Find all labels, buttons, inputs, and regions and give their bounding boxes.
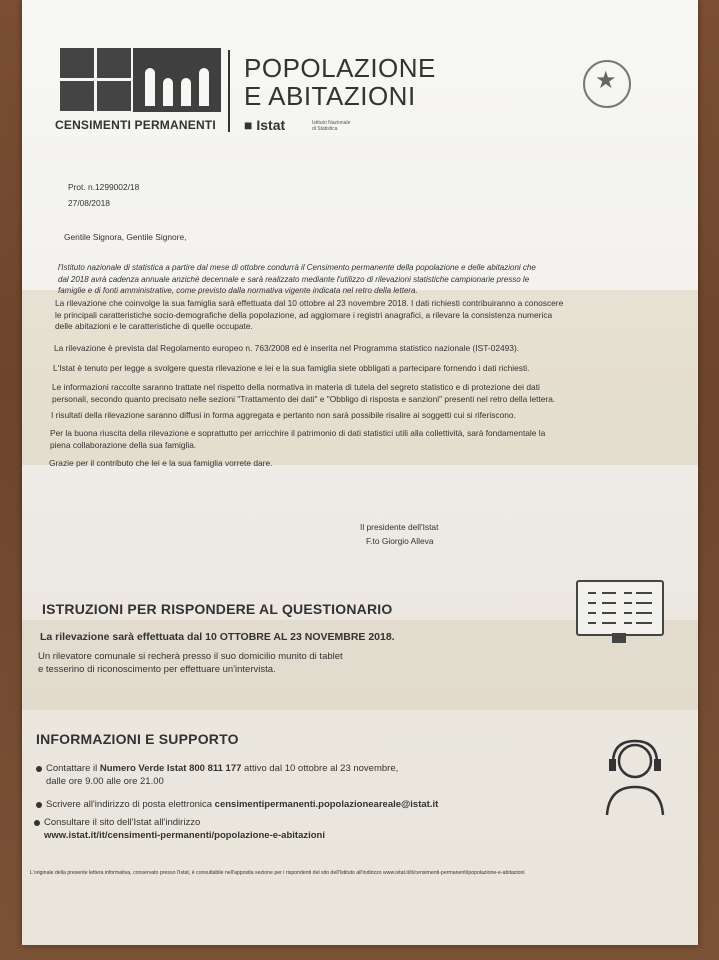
paragraph-privacy: Le informazioni raccolte saranno trattate nel rispetto della normativa in materia di tutela del segreto statistico e di protezione dei dati personali, secondo quanto precisato nelle sezioni "Trattamento dei dati" e "Obbligo di risposta e sanzioni" presenti nel retro della lettera. [52, 382, 556, 404]
monitor-stand [612, 633, 626, 643]
support-title: INFORMAZIONI E SUPPORTO [36, 731, 239, 747]
letter-date: 27/08/2018 [68, 198, 110, 208]
header-divider [228, 50, 230, 132]
istat-subtitle: Istituto Nazionale di Statistica [312, 120, 351, 132]
signature-name: F.to Giorgio Alleva [366, 536, 434, 546]
page-title: POPOLAZIONE E ABITAZIONI [244, 53, 436, 111]
family-icon [133, 48, 221, 112]
institution-icon [60, 81, 94, 111]
support-website: Consultare il sito dell'Istat all'indirizzo www.istat.it/it/censimenti-permanenti/popolazione-e-abitazioni [44, 817, 325, 841]
republic-emblem-icon [583, 60, 631, 108]
instructions-text: Un rilevatore comunale si recherà presso il suo domicilio munito di tablet e tesserino di riconoscimento per effettuare un'intervista. [38, 651, 343, 675]
paragraph-collaboration: Per la buona riuscita della rilevazione e soprattutto per arricchire il patrimonio di dati statistici utili alla collettività, sarà fondamentale la piena collaborazione della sua famiglia. [50, 428, 546, 450]
paragraph-dates: La rilevazione che coinvolge la sua famiglia sarà effettuata dal 10 ottobre al 23 novembre 2018. I dati richiesti contribuiranno a conoscere le principali caratteristiche socio-demografiche della popolazione, ad aggiornare i registri anagrafici, a rilevare la consistenza numerica delle abitazioni e le caratteristiche di quelle occupate. [55, 298, 564, 331]
instructions-title: ISTRUZIONI PER RISPONDERE AL QUESTIONARIO [42, 601, 393, 617]
footer-note: L'originale della presente lettera informativa, conservato presso l'Istat, è consultabile nell'apposita sezione per i rispondenti del sito dell'Istituto all'indirizzo www.istat.it/it/censimenti-permanenti/popolazione-e-abitazioni [30, 870, 525, 876]
paragraph-regulation: La rilevazione è prevista dal Regolamento europeo n. 763/2008 ed è inserita nel Programma statistico nazionale (IST-02493). [54, 343, 520, 353]
census-logo-grid [60, 48, 131, 111]
wheat-icon [97, 48, 131, 78]
operator-headset-icon [599, 735, 671, 817]
greeting: Gentile Signora, Gentile Signore, [64, 232, 187, 242]
industry-icon [60, 48, 94, 78]
bullet-icon [36, 766, 42, 772]
paragraph-results: I risultati della rilevazione saranno diffusi in forma aggregata e pertanto non sarà possibile risalire ai soggetti cui si riferiscono. [51, 410, 516, 420]
bullet-icon [34, 820, 40, 826]
support-phone: Contattare il Numero Verde Istat 800 811 177 attivo dal 10 ottobre al 23 novembre, dalle ore 9.00 alle ore 21.00 [46, 763, 399, 787]
bullet-icon [36, 802, 42, 808]
instructions-dates: La rilevazione sarà effettuata dal 10 OTTOBRE AL 23 NOVEMBRE 2018. [40, 631, 395, 643]
paragraph-intro: l'Istituto nazionale di statistica a partire dal mese di ottobre condurrà il Censimento permanente della popolazione e delle abitazioni che dal 2018 avrà cadenza annuale anziché decennale e sarà realizzato mediante l'utilizzo di rilevazioni statistiche campionarie presso le famiglie e di fonti amministrative, come previsto dalla normativa vigente indicata nel retro della lettera. [58, 263, 536, 295]
network-icon [97, 81, 131, 111]
paragraph-obligation: L'Istat è tenuto per legge a svolgere questa rilevazione e lei e la sua famiglia siete obbligati a partecipare fornendo i dati richiesti. [53, 363, 530, 373]
checklist-monitor-icon [576, 580, 664, 636]
signature-role: Il presidente dell'Istat [360, 522, 439, 532]
paragraph-thanks: Grazie per il contributo che lei e la sua famiglia vorrete dare. [49, 458, 273, 468]
istat-logo: ■ Istat [244, 117, 286, 133]
protocol-number: Prot. n.1299002/18 [68, 182, 140, 192]
brand-caption: CENSIMENTI PERMANENTI [55, 118, 216, 132]
support-email: Scrivere all'indirizzo di posta elettronica censimentipermanenti.popolazioneareale@istat.it [46, 799, 439, 810]
